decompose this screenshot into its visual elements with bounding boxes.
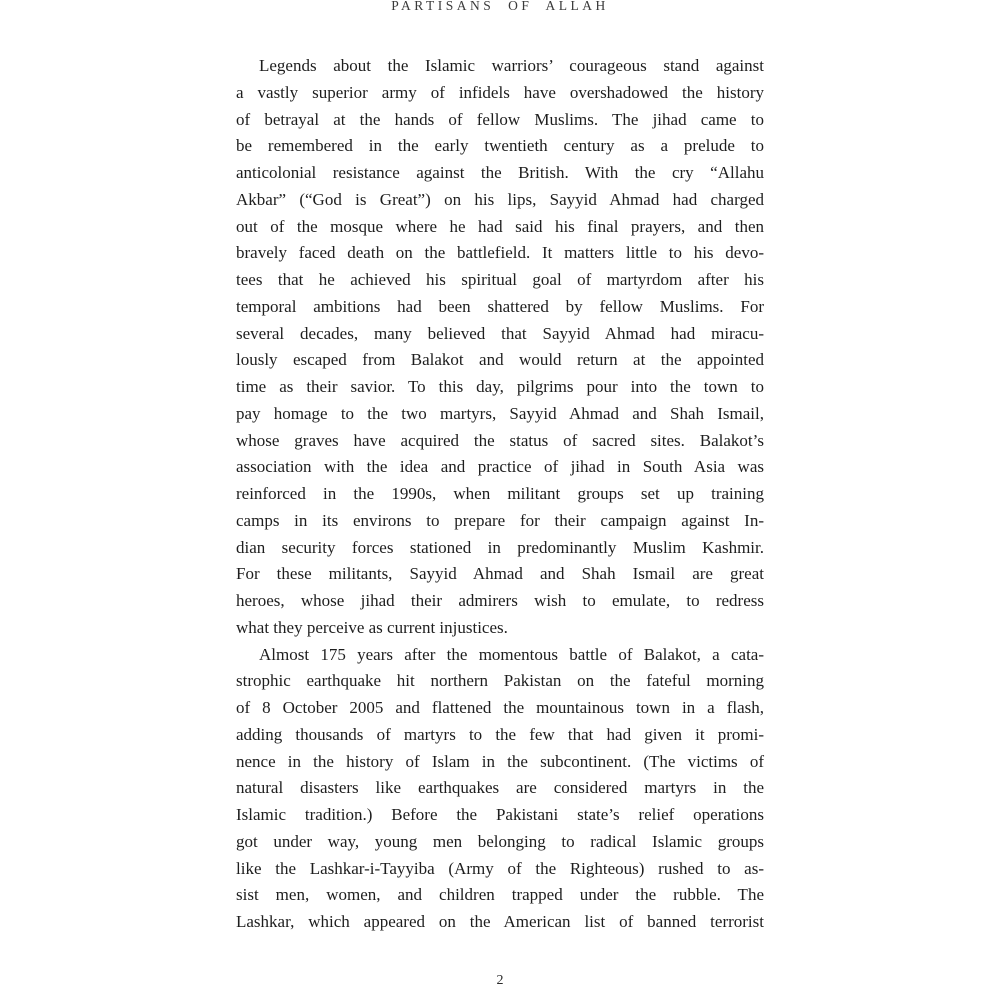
text-line: camps in its environs to prepare for their campaign against In- [236,510,764,530]
text-line: several decades, many believed that Sayyid Ahmad had miracu- [236,323,764,343]
text-line: Akbar” (“God is Great”) on his lips, Sayyid Ahmad had charged [236,189,764,209]
text-line: strophic earthquake hit northern Pakistan on the fateful morning [236,671,764,691]
running-header: PARTISANS OF ALLAH [391,0,609,13]
text-line: of betrayal at the hands of fellow Muslims. The jihad came to [236,109,764,129]
text-line: like the Lashkar-i-Tayyiba (Army of the Righteous) rushed to as- [236,858,764,878]
text-line: whose graves have acquired the status of sacred sites. Balakot’s [236,430,764,450]
text-block [236,53,764,936]
text-line: reinforced in the 1990s, when militant groups set up training [236,484,764,503]
text-line: natural disasters like earthquakes are considered martyrs in the [236,778,764,798]
text-line: sist men, women, and children trapped under the rubble. The [236,885,764,905]
text-line: bravely faced death on the battlefield. It matters little to his devo- [236,243,764,263]
text-line: of 8 October 2005 and flattened the mountainous town in a flash, [236,698,764,717]
text-line: got under way, young men belonging to radical Islamic groups [236,831,764,851]
text-line: lously escaped from Balakot and would return at the appointed [236,350,764,370]
text-line: Lashkar, which appeared on the American list of banned terrorist [236,912,764,931]
text-line: For these militants, Sayyid Ahmad and Shah Ismail are great [236,564,764,584]
text-line: what they perceive as current injustices. [236,617,508,637]
text-line: anticolonial resistance against the British. With the cry “Allahu [236,163,764,182]
text-line: Almost 175 years after the momentous battle of Balakot, a cata- [259,644,764,664]
text-line: pay homage to the two martyrs, Sayyid Ahmad and Shah Ismail, [236,403,764,423]
page-number: 2 [496,973,504,988]
text-line: tees that he achieved his spiritual goal of martyrdom after his [236,270,764,289]
text-line: out of the mosque where he had said his final prayers, and then [236,216,764,236]
text-line: time as their savior. To this day, pilgrims pour into the town to [236,377,764,396]
text-line: association with the idea and practice of jihad in South Asia was [236,457,764,477]
text-line: Legends about the Islamic warriors’ courageous stand against [259,56,764,75]
text-line: heroes, whose jihad their admirers wish to emulate, to redress [236,591,764,610]
text-line: nence in the history of Islam in the subcontinent. (The victims of [236,751,764,771]
text-line: dian security forces stationed in predominantly Muslim Kashmir. [236,537,764,557]
text-line: temporal ambitions had been shattered by fellow Muslims. For [236,296,764,316]
text-line: be remembered in the early twentieth century as a prelude to [236,136,764,156]
text-line: Islamic tradition.) Before the Pakistani state’s relief operations [236,805,764,824]
text-line: a vastly superior army of infidels have overshadowed the history [236,82,764,102]
text-line: adding thousands of martyrs to the few that had given it promi- [236,724,764,744]
